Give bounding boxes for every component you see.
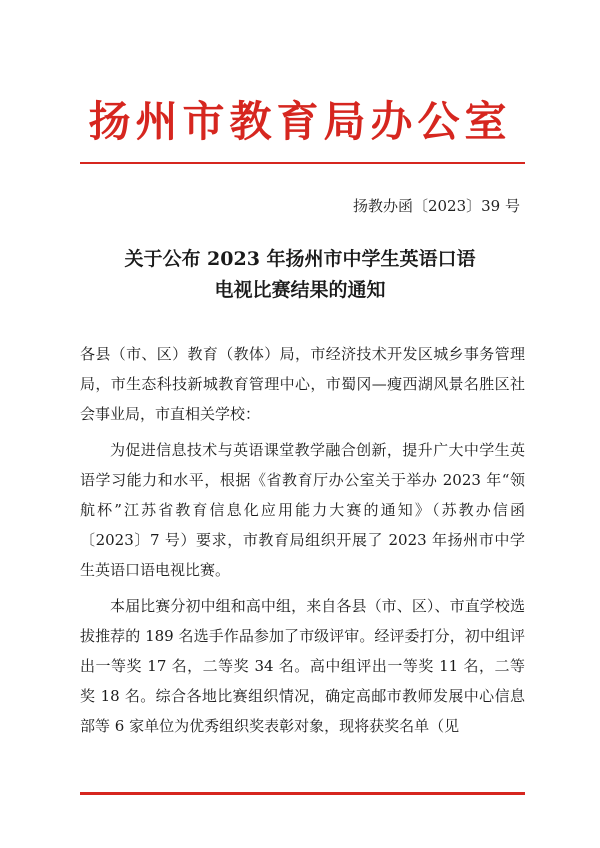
title-line-2: 电视比赛结果的通知 <box>214 279 386 301</box>
title-line-1: 关于公布 2023 年扬州市中学生英语口语 <box>124 248 476 270</box>
document-title <box>80 244 520 306</box>
paragraph-2: 本届比赛分初中组和高中组，来自各县（市、区）、市直学校选拔推荐的 189 名选手作品参加了市级评审。经评委打分，初中组评出一等奖 17 名，二等奖 34 名。高中组评出一等奖 11 名，二等奖 18 名。综合各地比赛组织情况，确定高邮市教师发展中心信息部等 6 家单位为优秀组织奖表彰对象，现将获奖名单（见 <box>80 597 525 735</box>
document-body <box>80 339 525 741</box>
red-divider-top <box>80 162 525 164</box>
red-divider-bottom <box>80 792 525 795</box>
addressee: 各县（市、区）教育（教体）局，市经济技术开发区城乡事务管理局，市生态科技新城教育管理中心，市蜀冈—瘦西湖风景名胜区社会事业局，市直相关学校： <box>80 345 525 423</box>
document-number: 扬教办函〔2023〕39 号 <box>352 197 520 215</box>
issuer-header: 扬州市教育局办公室 <box>88 97 512 146</box>
paragraph-1: 为促进信息技术与英语课堂教学融合创新，提升广大中学生英语学习能力和水平，根据《省教育厅办公室关于举办 2023 年“领航杯”江苏省教育信息化应用能力大赛的通知》（苏教办信函〔2023〕7 号）要求，市教育局组织开展了 2023 年扬州市中学生英语口语电视比赛。 <box>80 441 525 579</box>
